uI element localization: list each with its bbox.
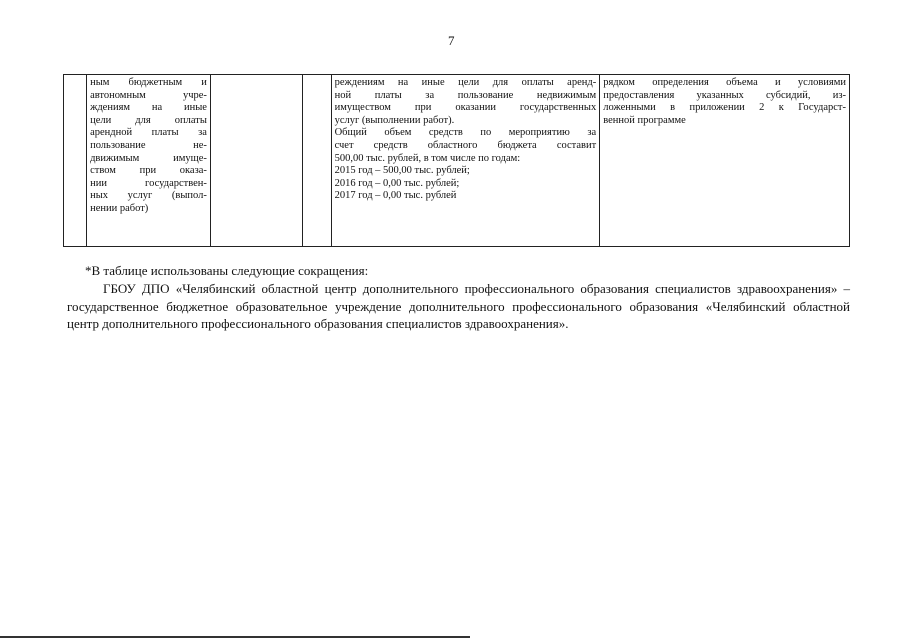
cell-description — [331, 75, 600, 247]
text-line: рядком определения объема и условиями — [603, 77, 846, 88]
page-number: 7 — [448, 33, 455, 48]
cell-column-d — [303, 75, 331, 247]
text-line: имуществом при оказании государственных — [334, 102, 597, 114]
text-line: цели для оплаты — [90, 114, 207, 126]
text-line: услуг (выполнении работ). — [334, 114, 455, 126]
text-line: венной программе — [603, 114, 686, 126]
cell-event-name — [87, 75, 211, 247]
text-line: нении работ) — [90, 202, 149, 214]
footnote-title: *В таблице использованы следующие сокращения: — [85, 263, 369, 278]
cell-number — [64, 75, 87, 247]
text-line: 500,00 тыс. рублей, в том числе по годам: — [334, 152, 521, 164]
text-line: предоставления указанных субсидий, из- — [603, 89, 846, 101]
text-line: ложенными в приложении 2 к Государст- — [603, 102, 846, 114]
text-line: пользование не- — [90, 139, 207, 151]
bottom-rule — [0, 636, 470, 638]
text-line: ждениям на иные — [90, 102, 207, 114]
text-line: реждениям на иные цели для оплаты аренд- — [334, 77, 597, 88]
program-table — [63, 74, 850, 247]
cell-order — [600, 75, 850, 247]
text-line: автономным учре- — [90, 89, 207, 101]
text-line: ной платы за пользование недвижимым — [334, 89, 597, 101]
table-row — [64, 75, 850, 247]
text-line: 2015 год – 500,00 тыс. рублей; — [334, 165, 470, 177]
order-text — [603, 77, 846, 127]
description-text — [335, 77, 597, 203]
cell-column-c — [210, 75, 302, 247]
text-line: арендной платы за — [90, 127, 207, 139]
text-line: движимым имуще- — [90, 152, 207, 164]
event-name-text — [90, 77, 207, 216]
abbreviation-paragraph: ГБОУ ДПО «Челябинский областной центр дополнительного профессионального образования специалистов здравоохранения» – государственное бюджетное образовательное учреждение дополнительного профессионального образования «Челябинский областной центр дополнительного профессионального образования специалистов здравоохранения». — [67, 281, 850, 331]
text-line: нии государствен- — [90, 177, 207, 189]
text-line: счет средств областного бюджета составит — [334, 139, 597, 151]
text-line: ством при оказа- — [90, 165, 207, 177]
text-line: 2017 год – 0,00 тыс. рублей — [334, 190, 457, 202]
text-line: 2016 год – 0,00 тыс. рублей; — [334, 177, 460, 189]
text-line: ных услуг (выпол- — [90, 190, 207, 202]
text-line: ным бюджетным и — [90, 77, 207, 88]
text-line: Общий объем средств по мероприятию за — [334, 127, 597, 139]
